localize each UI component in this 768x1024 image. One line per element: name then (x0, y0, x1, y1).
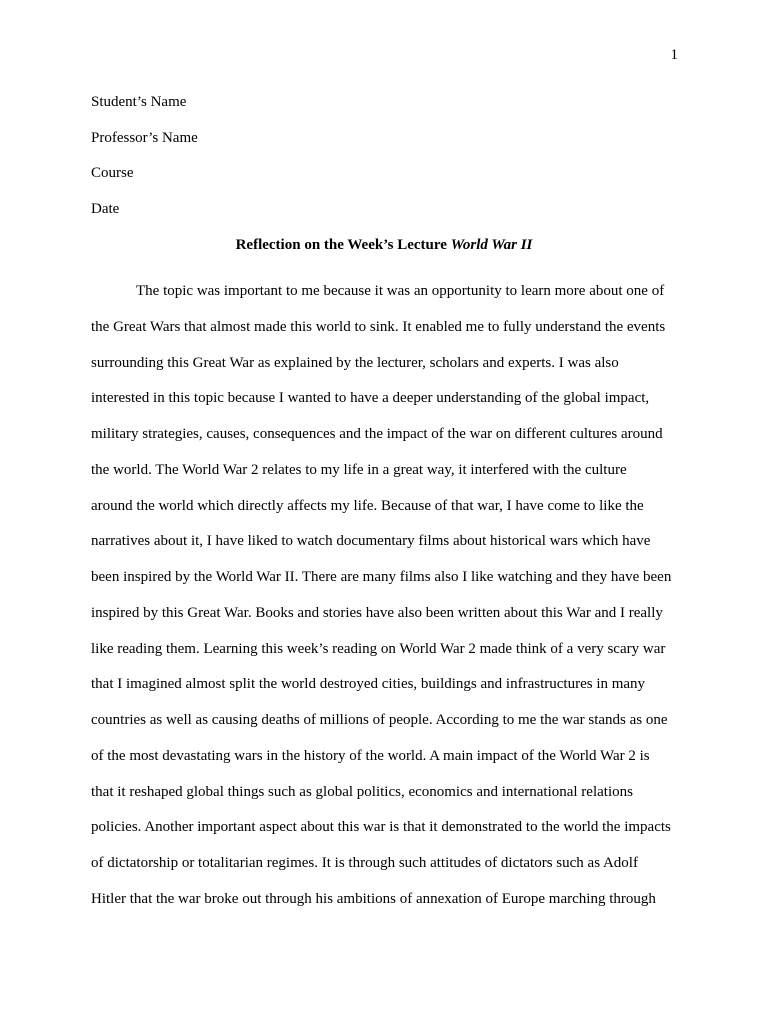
body-line: Hitler that the war broke out through his ambitions of annexation of Europe marching through (91, 890, 656, 907)
header-block (91, 93, 681, 236)
body-line: The topic was important to me because it was an opportunity to learn more about one of (136, 283, 665, 299)
body-line: of dictatorship or totalitarian regimes. It is through such attitudes of dictators such as Adolf (91, 855, 638, 871)
professor-name: Professor’s Name (91, 129, 198, 146)
body-line: inspired by this Great War. Books and stories have also been written about this War and I really (91, 604, 663, 621)
title-main: Reflection on the Week’s Lecture (235, 237, 447, 253)
body-line: that it reshaped global things such as global politics, economics and international relations (91, 783, 633, 800)
body-line: the Great Wars that almost made this world to sink. It enabled me to fully understand the events (91, 318, 666, 335)
body-line: like reading them. Learning this week’s reading on World War 2 made think of a very scary war (91, 640, 666, 657)
document-title (91, 236, 677, 254)
body-line: countries as well as causing deaths of millions of people. According to me the war stands as one (91, 712, 668, 728)
title-italic: World War II (450, 237, 533, 253)
body-line: military strategies, causes, consequences and the impact of the war on different cultures around (91, 426, 663, 442)
body-line: that I imagined almost split the world destroyed cities, buildings and infrastructures in many (91, 676, 646, 693)
page-number: 1 (670, 47, 678, 63)
date-line: Date (91, 201, 120, 218)
body-paragraph (91, 282, 677, 926)
body-line: been inspired by the World War II. There are many films also I like watching and they have been (91, 569, 672, 585)
body-line: narratives about it, I have liked to watch documentary films about historical wars which have (91, 533, 651, 550)
student-name: Student’s Name (91, 94, 187, 110)
course-name: Course (91, 165, 134, 182)
body-line: surrounding this Great War as explained by the lecturer, scholars and experts. I was also (91, 354, 619, 371)
body-line: around the world which directly affects my life. Because of that war, I have come to like the (91, 497, 644, 514)
body-line: policies. Another important aspect about this war is that it demonstrated to the world the impacts (91, 819, 671, 836)
body-line: of the most devastating wars in the history of the world. A main impact of the World War 2 is (91, 747, 650, 764)
body-line: the world. The World War 2 relates to my life in a great way, it interfered with the culture (91, 461, 627, 478)
body-line: interested in this topic because I wanted to have a deeper understanding of the global impact, (91, 390, 650, 407)
